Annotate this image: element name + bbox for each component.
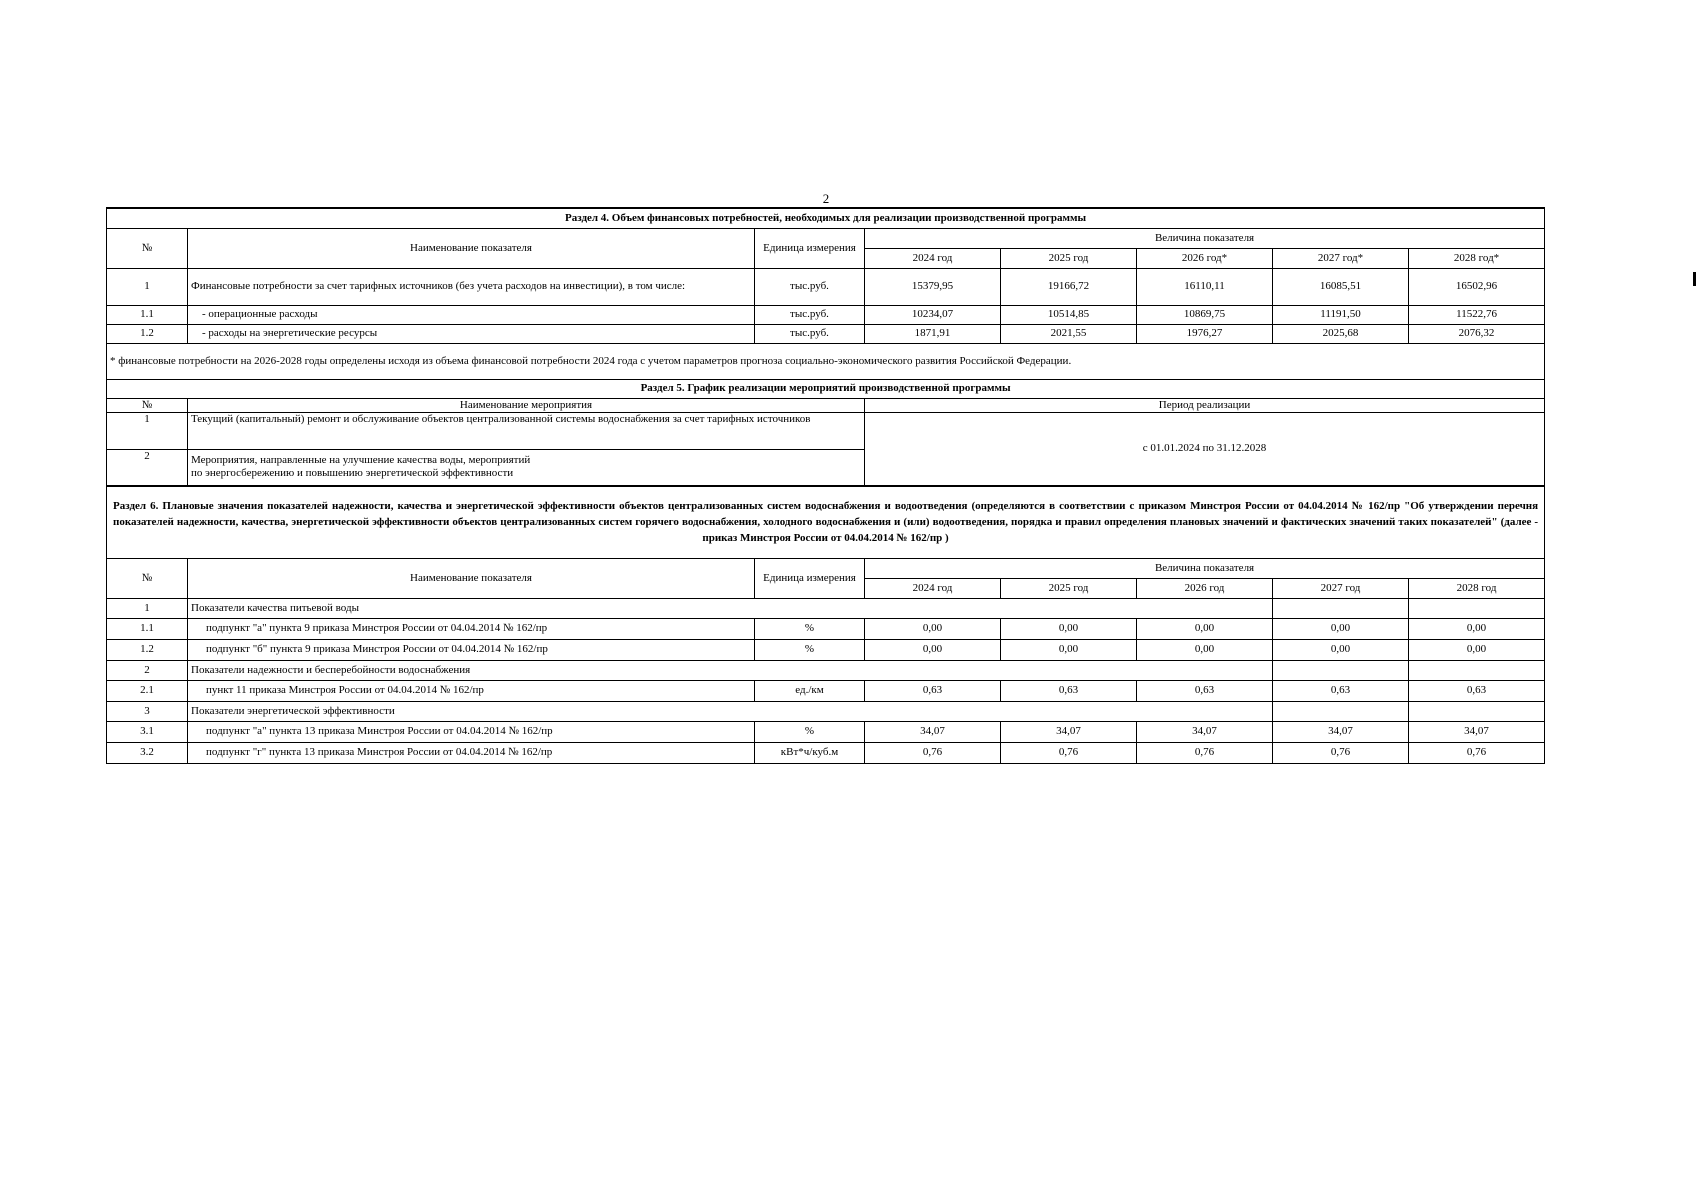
row-value: 16502,96 bbox=[1409, 268, 1545, 305]
row-value: 0,00 bbox=[1137, 618, 1273, 639]
table-row bbox=[107, 639, 1545, 660]
row-num: 3.2 bbox=[107, 742, 188, 763]
s6-header-num: № bbox=[107, 558, 188, 598]
row-num: 1.2 bbox=[107, 639, 188, 660]
group-row bbox=[107, 660, 1545, 680]
s4-header-unit: Единица измерения bbox=[755, 228, 865, 268]
row-value: 0,00 bbox=[1409, 618, 1545, 639]
table-row bbox=[107, 721, 1545, 742]
row-num: 2.1 bbox=[107, 680, 188, 701]
row-value: 0,76 bbox=[865, 742, 1001, 763]
s4-header-value-group: Величина показателя bbox=[865, 228, 1545, 248]
s6-header-value-group: Величина показателя bbox=[865, 558, 1545, 578]
row-value: 19166,72 bbox=[1001, 268, 1137, 305]
row-value: 0,76 bbox=[1409, 742, 1545, 763]
section5-title: Раздел 5. График реализации мероприятий производственной программы bbox=[107, 379, 1545, 398]
row-value: 16110,11 bbox=[1137, 268, 1273, 305]
s4-header-year: 2026 год* bbox=[1137, 248, 1273, 268]
scan-edge-mark bbox=[1693, 272, 1696, 286]
section4-footnote: * финансовые потребности на 2026-2028 годы определены исходя из объема финансовой потребности 2024 года с учетом параметров прогноза социально-экономического развития Российской Федерации. bbox=[107, 343, 1545, 379]
s5-header-name: Наименование мероприятия bbox=[188, 398, 865, 412]
row-name: подпункт "б" пункта 9 приказа Минстроя России от 04.04.2014 № 162/пр bbox=[188, 639, 755, 660]
row-name: Финансовые потребности за счет тарифных источников (без учета расходов на инвестиции), в том числе: bbox=[188, 268, 755, 305]
row-value: 0,76 bbox=[1001, 742, 1137, 763]
row-value: 2021,55 bbox=[1001, 324, 1137, 343]
row-value: 0,00 bbox=[865, 639, 1001, 660]
row-value: 34,07 bbox=[1273, 721, 1409, 742]
group-name: Показатели надежности и бесперебойности водоснабжения bbox=[188, 660, 1273, 680]
table-row bbox=[107, 268, 1545, 305]
row-value: 0,63 bbox=[1273, 680, 1409, 701]
row-value: 34,07 bbox=[1001, 721, 1137, 742]
row-value: 0,00 bbox=[1001, 618, 1137, 639]
table-row bbox=[107, 680, 1545, 701]
section4-title: Раздел 4. Объем финансовых потребностей, необходимых для реализации производственной программы bbox=[107, 208, 1545, 228]
row-value: 15379,95 bbox=[865, 268, 1001, 305]
s6-header-year: 2026 год bbox=[1137, 578, 1273, 598]
row-num: 3.1 bbox=[107, 721, 188, 742]
row-unit: тыс.руб. bbox=[755, 268, 865, 305]
s4-header-year: 2024 год bbox=[865, 248, 1001, 268]
row-value: 34,07 bbox=[1409, 721, 1545, 742]
row-value: 0,00 bbox=[1137, 639, 1273, 660]
row-value: 11522,76 bbox=[1409, 305, 1545, 324]
row-value: 0,00 bbox=[1001, 639, 1137, 660]
row-value: 0,63 bbox=[1409, 680, 1545, 701]
s5-header-period: Период реализации bbox=[865, 398, 1545, 412]
row-value: 10869,75 bbox=[1137, 305, 1273, 324]
s6-header-year: 2028 год bbox=[1409, 578, 1545, 598]
table-row bbox=[107, 412, 1545, 449]
row-value: 0,00 bbox=[865, 618, 1001, 639]
row-num: 1 bbox=[107, 268, 188, 305]
group-name: Показатели энергетической эффективности bbox=[188, 701, 1273, 721]
s4-header-year: 2027 год* bbox=[1273, 248, 1409, 268]
row-num: 1.1 bbox=[107, 305, 188, 324]
row-unit: кВт*ч/куб.м bbox=[755, 742, 865, 763]
row-unit: тыс.руб. bbox=[755, 324, 865, 343]
row-unit: % bbox=[755, 721, 865, 742]
s6-header-year: 2024 год bbox=[865, 578, 1001, 598]
row-value: 11191,50 bbox=[1273, 305, 1409, 324]
row-num: 1.1 bbox=[107, 618, 188, 639]
section6-title: Раздел 6. Плановые значения показателей надежности, качества и энергетической эффективности объектов централизованных систем водоснабжения и водоотведения (определяются в соответствии с приказом Минстроя России от 04.04.2014 № 162/пр "Об утверждении перечня показателей надежности, качества, энергетической эффективности объектов централизованных систем горячего водоснабжения, холодного водоснабжения и (или) водоотведения, порядка и правил определения плановых значений и фактических значений таких показателей" (далее - приказ Минстроя России от 04.04.2014 № 162/пр ) bbox=[107, 486, 1545, 558]
row-value: 10514,85 bbox=[1001, 305, 1137, 324]
row-name: - расходы на энергетические ресурсы bbox=[188, 324, 755, 343]
page-number: 2 bbox=[822, 191, 830, 206]
s6-header-name: Наименование показателя bbox=[188, 558, 755, 598]
group-name: Показатели качества питьевой воды bbox=[188, 598, 1273, 618]
row-num: 1.2 bbox=[107, 324, 188, 343]
group-row bbox=[107, 701, 1545, 721]
row-unit: % bbox=[755, 618, 865, 639]
row-value: 1871,91 bbox=[865, 324, 1001, 343]
table-row bbox=[107, 324, 1545, 343]
s4-header-year: 2025 год bbox=[1001, 248, 1137, 268]
row-value: 0,63 bbox=[865, 680, 1001, 701]
implementation-period: с 01.01.2024 по 31.12.2028 bbox=[865, 412, 1545, 486]
row-value: 0,76 bbox=[1137, 742, 1273, 763]
group-num: 3 bbox=[107, 701, 188, 721]
row-value: 16085,51 bbox=[1273, 268, 1409, 305]
row-value: 34,07 bbox=[865, 721, 1001, 742]
row-value: 0,63 bbox=[1137, 680, 1273, 701]
row-value: 34,07 bbox=[1137, 721, 1273, 742]
row-name: подпункт "а" пункта 13 приказа Минстроя России от 04.04.2014 № 162/пр bbox=[188, 721, 755, 742]
row-name: подпункт "а" пункта 9 приказа Минстроя России от 04.04.2014 № 162/пр bbox=[188, 618, 755, 639]
s4-header-name: Наименование показателя bbox=[188, 228, 755, 268]
row-name: - операционные расходы bbox=[188, 305, 755, 324]
group-num: 1 bbox=[107, 598, 188, 618]
row-name: пункт 11 приказа Минстроя России от 04.04.2014 № 162/пр bbox=[188, 680, 755, 701]
row-num: 1 bbox=[107, 412, 188, 449]
group-row bbox=[107, 598, 1545, 618]
table-row bbox=[107, 618, 1545, 639]
s5-header-num: № bbox=[107, 398, 188, 412]
s6-header-year: 2027 год bbox=[1273, 578, 1409, 598]
row-value: 2025,68 bbox=[1273, 324, 1409, 343]
row-num: 2 bbox=[107, 449, 188, 486]
row-name bbox=[188, 449, 865, 486]
table-row bbox=[107, 742, 1545, 763]
s4-header-num: № bbox=[107, 228, 188, 268]
row-value: 2076,32 bbox=[1409, 324, 1545, 343]
row-value: 0,76 bbox=[1273, 742, 1409, 763]
row-value: 1976,27 bbox=[1137, 324, 1273, 343]
row-value: 0,00 bbox=[1273, 618, 1409, 639]
row-name: Текущий (капитальный) ремонт и обслуживание объектов централизованной системы водоснабжения за счет тарифных источников bbox=[188, 412, 865, 449]
row-value: 0,00 bbox=[1273, 639, 1409, 660]
row-name-line: Мероприятия, направленные на улучшение качества воды, мероприятий bbox=[191, 454, 531, 467]
s6-header-year: 2025 год bbox=[1001, 578, 1137, 598]
row-value: 0,63 bbox=[1001, 680, 1137, 701]
group-num: 2 bbox=[107, 660, 188, 680]
row-name: подпункт "г" пункта 13 приказа Минстроя России от 04.04.2014 № 162/пр bbox=[188, 742, 755, 763]
row-name-line: по энергосбережению и повышению энергетической эффективности bbox=[191, 467, 514, 480]
main-document-table bbox=[106, 207, 1545, 764]
row-unit: % bbox=[755, 639, 865, 660]
row-unit: ед./км bbox=[755, 680, 865, 701]
row-unit: тыс.руб. bbox=[755, 305, 865, 324]
row-value: 10234,07 bbox=[865, 305, 1001, 324]
s4-header-year: 2028 год* bbox=[1409, 248, 1545, 268]
row-value: 0,00 bbox=[1409, 639, 1545, 660]
s6-header-unit: Единица измерения bbox=[755, 558, 865, 598]
table-row bbox=[107, 305, 1545, 324]
